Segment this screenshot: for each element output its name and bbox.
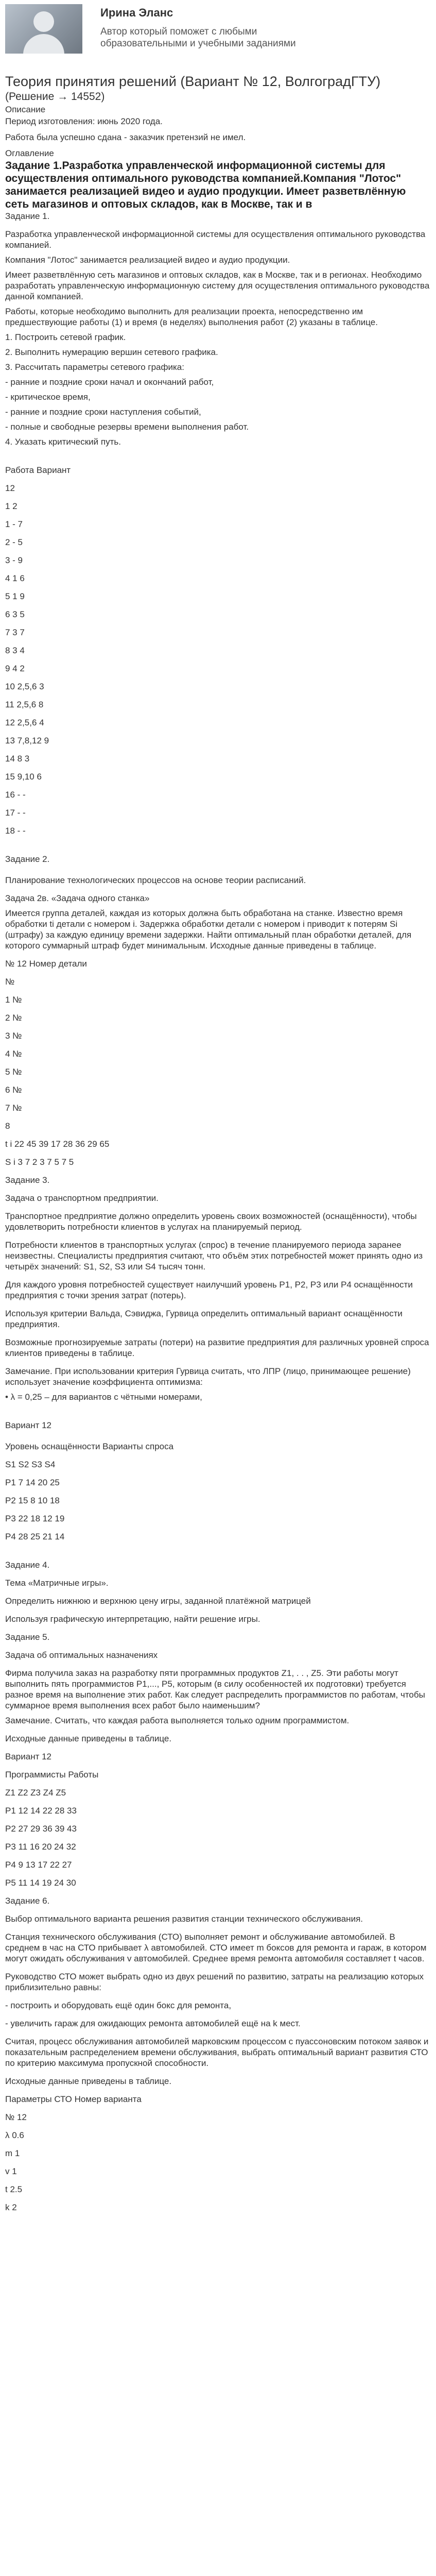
- status-text: Работа была успешно сдана - заказчик претензий не имел.: [5, 132, 246, 142]
- task1-works-table: [5, 483, 431, 836]
- task6-paragraph: Выбор оптимального варианта решения развития станции технического обслуживания.: [5, 1914, 363, 1924]
- table-row: t 2.5: [5, 2184, 23, 2194]
- table-row: 15 9,10 6: [5, 772, 42, 782]
- table-row: S1 S2 S3 S4: [5, 1460, 56, 1469]
- task3-costs-table: [5, 1459, 431, 1542]
- table-row: 3 - 9: [5, 555, 23, 565]
- task3-paragraph: Используя критерии Вальда, Сэвиджа, Гурвица определить оптимальный вариант оснащённости предприятия.: [5, 1309, 403, 1329]
- task5-paragraph: Исходные данные приведены в таблице.: [5, 1734, 172, 1743]
- table-row: №: [5, 977, 15, 987]
- task1-step: 4. Указать критический путь.: [5, 437, 121, 447]
- table-row: P3 11 16 20 24 32: [5, 1842, 76, 1852]
- task1-paragraph: Работы, которые необходимо выполнить для реализации проекта, непосредственно им предшествующие работы (1) и время (в неделях) выполнения работ (2) указаны в таблице.: [5, 307, 378, 327]
- period-text: Период изготовления: июнь 2020 года.: [5, 116, 163, 126]
- task2-details-table: [5, 976, 431, 1167]
- task3-variant: Вариант 12: [5, 1420, 52, 1430]
- task1-paragraph: Имеет разветвлённую сеть магазинов и оптовых складов, как в Москве, так и в регионах. Необходимо разработать управленческую информационную систему для осуществления оптимального руководства данной компанией.: [5, 270, 430, 301]
- task6-paragraph: - увеличить гараж для ожидающих ремонта автомобилей ещё на k мест.: [5, 2019, 301, 2028]
- table-row: k 2: [5, 2202, 17, 2212]
- task6-paragraph: - построить и оборудовать ещё один бокс для ремонта,: [5, 2001, 232, 2010]
- task3-table-title: Уровень оснащённости Варианты спроса: [5, 1442, 174, 1451]
- table-row: P5 11 14 19 24 30: [5, 1878, 76, 1888]
- table-row: 9 4 2: [5, 664, 25, 673]
- task4-label: Задание 4.: [5, 1560, 50, 1570]
- table-row: t i 22 45 39 17 28 36 29 65: [5, 1139, 110, 1149]
- table-row: 5 №: [5, 1067, 22, 1077]
- task1-step: 3. Рассчитать параметры сетевого графика:: [5, 362, 184, 372]
- task6-label: Задание 6.: [5, 1896, 50, 1906]
- table-row: 6 №: [5, 1085, 22, 1095]
- task5-label: Задание 5.: [5, 1632, 50, 1642]
- table-row: 13 7,8,12 9: [5, 736, 49, 745]
- table-row: № 12: [5, 2112, 27, 2122]
- task3-paragraph: Возможные прогнозируемые затраты (потери) на развитие предприятия для различных уровней спроса клиентов приведены в таблице.: [5, 1337, 429, 1358]
- table-row: λ 0.6: [5, 2130, 24, 2140]
- author-block: [0, 0, 436, 54]
- task1-step: 1. Построить сетевой график.: [5, 332, 126, 342]
- task5-table-title: Программисты Работы: [5, 1770, 99, 1780]
- toc-label: Оглавление: [5, 148, 54, 158]
- task3-paragraph: Задача о транспортном предприятии.: [5, 1193, 159, 1203]
- table-row: P3 22 18 12 19: [5, 1514, 65, 1523]
- task5-paragraph: Фирма получила заказ на разработку пяти программных продуктов Z1, . . , Z5. Эти работы могут выполнить пять программистов P1,..., P5, которым (в силу особенностей их подготовки) требуется разное время на выполнение этих работ. Как следует распределить программистов по работам, чтобы суммарное время выполнения всех работ было наименьшим?: [5, 1668, 425, 1710]
- task2-label: Задание 2.: [5, 854, 50, 864]
- table-row: 16 - -: [5, 790, 26, 800]
- task1-step: - ранние и поздние сроки наступления событий,: [5, 407, 201, 417]
- task3-paragraph: Замечание. При использовании критерия Гурвица считать, что ЛПР (лицо, принимающее решение) использует значение коэффициента оптимизма:: [5, 1366, 411, 1387]
- table-row: 3 №: [5, 1031, 22, 1041]
- table-row: P2 15 8 10 18: [5, 1496, 60, 1505]
- table-row: 5 1 9: [5, 591, 25, 601]
- table-row: P4 28 25 21 14: [5, 1532, 65, 1541]
- task1-paragraph: Компания "Лотос" занимается реализацией видео и аудио продукции.: [5, 255, 290, 265]
- task1-step: - критическое время,: [5, 392, 91, 402]
- task3-paragraph: • λ = 0,25 – для вариантов с чётными номерами,: [5, 1392, 202, 1402]
- document-subtitle: (Решение → 14552): [5, 91, 105, 103]
- task5-times-table: [5, 1787, 431, 1888]
- task5-paragraph: Замечание. Считать, что каждая работа выполняется только одним программистом.: [5, 1716, 350, 1725]
- table-row: 8: [5, 1121, 10, 1131]
- table-row: S i 3 7 2 3 7 5 7 5: [5, 1157, 74, 1167]
- task5-variant: Вариант 12: [5, 1752, 52, 1761]
- task1-heading: Задание 1.Разработка управленческой информационной системы для осуществления оптимального руководства компанией.Компания "Лотос" занимается реализацией видео и аудио продукции. Имеет разветвлённую сеть магазинов и оптовых складов, как в Москве, так и в: [5, 160, 406, 210]
- task2-paragraph: Планирование технологических процессов на основе теории расписаний.: [5, 875, 306, 885]
- table-row: 8 3 4: [5, 646, 25, 655]
- task3-paragraph: Для каждого уровня потребностей существует наилучший уровень P1, P2, P3 или P4 оснащённости предприятия с точки зрения затрат (потерь).: [5, 1280, 413, 1300]
- avatar-head-shape: [33, 11, 54, 32]
- document-title: Теория принятия решений (Вариант № 12, ВолгоградГТУ): [5, 74, 381, 89]
- avatar-body-shape: [23, 34, 64, 54]
- table-row: 12 2,5,6 4: [5, 718, 44, 727]
- task5-paragraph: Задача об оптимальных назначениях: [5, 1650, 158, 1660]
- task6-paragraph: Считая, процесс обслуживания автомобилей марковским процессом с пуассоновским потоком заявок и показательным распределением времени обслуживания, выбрать оптимальный вариант развития СТО по критерию максимума пропускной способности.: [5, 2037, 429, 2068]
- table-row: 14 8 3: [5, 754, 30, 764]
- task1-variant-label: Работа Вариант: [5, 465, 71, 475]
- table-row: 4 №: [5, 1049, 22, 1059]
- task6-table-title: Параметры СТО Номер варианта: [5, 2094, 142, 2104]
- table-row: 1 - 7: [5, 519, 23, 529]
- task4-paragraph: Определить нижнюю и верхнюю цену игры, заданной платёжной матрицей: [5, 1596, 311, 1606]
- author-description: Автор который поможет с любыми образовательными и учебными заданиями: [100, 26, 296, 49]
- description-label: Описание: [5, 105, 46, 114]
- table-row: P2 27 29 36 39 43: [5, 1824, 77, 1834]
- table-row: 2 №: [5, 1013, 22, 1023]
- table-row: 18 - -: [5, 826, 26, 836]
- task6-paragraph: Руководство СТО может выбрать одно из двух решений по развитию, затраты на реализацию которых приблизительно равны:: [5, 1972, 424, 1992]
- author-avatar[interactable]: [5, 4, 82, 54]
- task3-paragraph: Потребности клиентов в транспортных услугах (спрос) в течение планируемого периода заранее неизвестны. Специалисты предприятия считают, что объём этих потребностей может принять одно из четырёх значений: S1, S2, S3 или S4 тысяч тонн.: [5, 1240, 423, 1272]
- task1-paragraph: Разработка управленческой информационной системы для осуществления оптимального руководства компанией.: [5, 229, 426, 250]
- table-row: 1 2: [5, 501, 18, 511]
- task2-paragraph: Имеется группа деталей, каждая из которых должна быть обработана на станке. Известно время обработки ti детали с номером i. Задержка обработки детали с номером i приводит к потерям Si (штрафу) за каждую единицу времени задержки. Найти оптимальный план обработки деталей, для которого суммарный штраф будет минимальным. Исходные данные приведены в таблице.: [5, 908, 412, 951]
- table-row: m 1: [5, 2148, 20, 2158]
- task1-steps-list: [5, 332, 431, 447]
- table-row: 17 - -: [5, 808, 26, 818]
- task1-step: - полные и свободные резервы времени выполнения работ.: [5, 422, 249, 432]
- task2-paragraph: Задача 2в. «Задача одного станка»: [5, 893, 150, 903]
- table-row: 10 2,5,6 3: [5, 682, 44, 691]
- table-row: 11 2,5,6 8: [5, 700, 44, 709]
- table-row: P1 7 14 20 25: [5, 1478, 60, 1487]
- table-row: 1 №: [5, 995, 22, 1005]
- task3-paragraph: Транспортное предприятие должно определить уровень своих возможностей (оснащённости), чтобы удовлетворить потребности клиентов в услугах на планируемый период.: [5, 1211, 417, 1232]
- table-row: 7 3 7: [5, 628, 25, 637]
- task4-paragraph: Используя графическую интерпретацию, найти решение игры.: [5, 1614, 260, 1624]
- table-row: 6 3 5: [5, 609, 25, 619]
- table-row: 7 №: [5, 1103, 22, 1113]
- task6-paragraph: Исходные данные приведены в таблице.: [5, 2076, 172, 2086]
- task1-step: - ранние и поздние сроки начал и окончаний работ,: [5, 377, 214, 387]
- author-name[interactable]: Ирина Эланс: [100, 6, 173, 19]
- task3-label: Задание 3.: [5, 1175, 50, 1185]
- table-row: 2 - 5: [5, 537, 23, 547]
- table-row: Z1 Z2 Z3 Z4 Z5: [5, 1788, 66, 1798]
- table-row: v 1: [5, 2166, 17, 2176]
- task2-variant-line: № 12 Номер детали: [5, 959, 87, 969]
- table-row: 12: [5, 483, 15, 493]
- task4-paragraph: Тема «Матричные игры».: [5, 1578, 109, 1588]
- table-row: P1 12 14 22 28 33: [5, 1806, 77, 1816]
- task1-label: Задание 1.: [5, 211, 50, 221]
- document-content: [0, 73, 436, 2213]
- table-row: P4 9 13 17 22 27: [5, 1860, 72, 1870]
- table-row: 4 1 6: [5, 573, 25, 583]
- task1-step: 2. Выполнить нумерацию вершин сетевого графика.: [5, 347, 218, 357]
- task6-paragraph: Станция технического обслуживания (СТО) выполняет ремонт и обслуживание автомобилей. В среднем в час на СТО прибывает λ автомобилей. СТО имеет m боксов для ремонта и гараж, в котором могут ожидать обслуживания v автомобилей. Среднее время ремонта автомобиля составляет t часов.: [5, 1932, 427, 1963]
- author-text: [100, 4, 306, 49]
- task6-params-table: [5, 2112, 431, 2213]
